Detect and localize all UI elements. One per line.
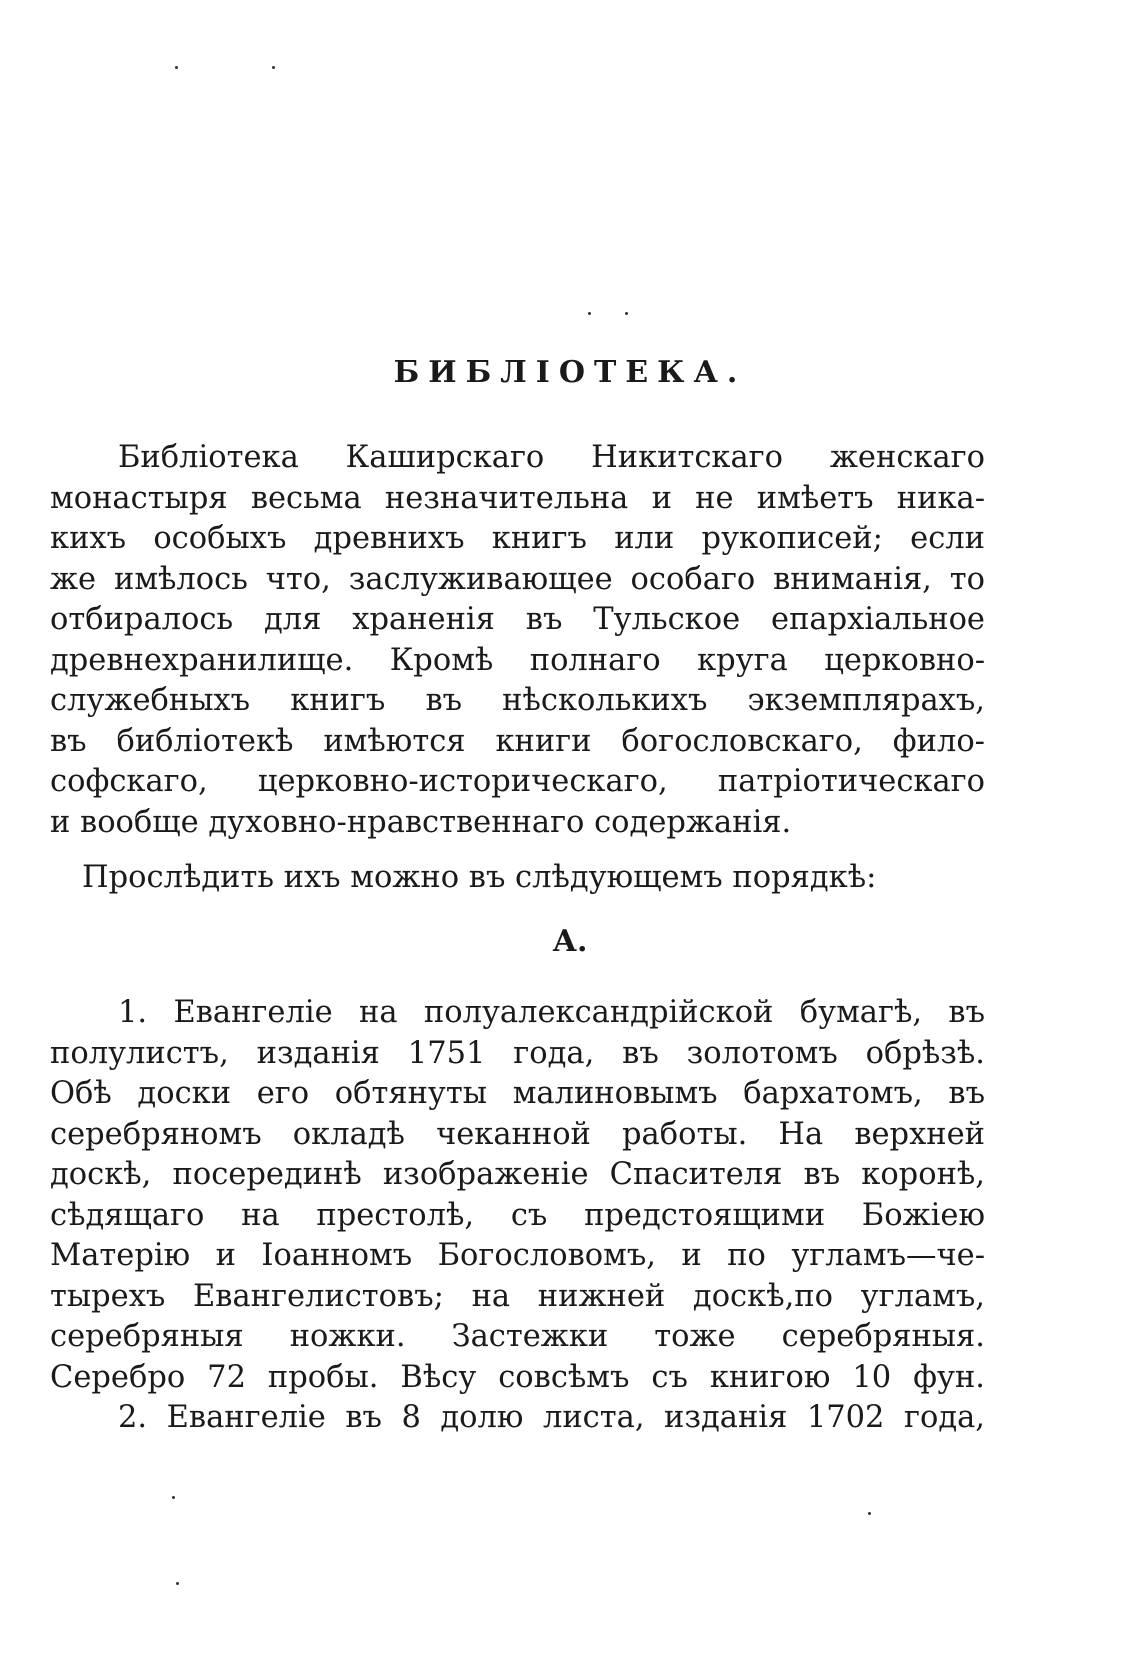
catalog-entries — [50, 993, 985, 1439]
scan-speck — [868, 1512, 871, 1515]
text-line: Библіотека Каширскаго Никитскаго женскаго — [118, 440, 985, 475]
scan-speck — [272, 66, 275, 69]
text-line: монастыря весьма незначительна и не имѣетъ ника- — [50, 480, 985, 516]
entry-line: доскѣ, посерединѣ изображеніе Спасителя въ коронѣ, — [50, 1157, 985, 1192]
entry-line: Матерію и Іоанномъ Богословомъ, и по угламъ—че- — [50, 1238, 985, 1273]
text-line: отбиралось для храненія въ Тульское епархіальное — [50, 602, 985, 637]
scan-speck — [625, 312, 628, 315]
entry-line: Обѣ доски его обтянуты малиновымъ бархатомъ, въ — [50, 1076, 985, 1111]
scan-speck — [172, 1496, 175, 1499]
text-line: же имѣлось что, заслуживающее особаго вниманія, то — [50, 561, 985, 597]
entry-line: полулистъ, изданія 1751 года, въ золотомъ обрѣзѣ. — [50, 1035, 985, 1071]
scan-speck — [175, 66, 178, 69]
page-title: БИБЛІОТЕКА. — [393, 355, 747, 390]
text-line: софскаго, церковно-историческаго, патріотическаго — [50, 764, 985, 799]
text-line: и вообще духовно-нравственнаго содержанія. — [50, 804, 792, 840]
entry-line: серебряныя ножки. Застежки тоже серебряныя. — [50, 1319, 985, 1354]
section-heading: А. — [552, 924, 588, 959]
entry-line: 1. Евангеліе на полуалександрійской бумагѣ, въ — [118, 995, 985, 1030]
entry-line: Серебро 72 пробы. Вѣсу совсѣмъ съ книгою 10 фун. — [50, 1359, 985, 1395]
intro-paragraph — [50, 438, 985, 843]
entry-line: тырехъ Евангелистовъ; на нижней доскѣ,по угламъ, — [50, 1278, 985, 1314]
text-line: древнехранилище. Кромѣ полнаго круга церковно- — [50, 642, 985, 678]
scan-speck — [176, 1582, 179, 1585]
transition-line: Прослѣдить ихъ можно въ слѣдующемъ порядкѣ: — [82, 860, 877, 895]
entry-line: 2. Евангеліе въ 8 долю листа, изданія 1702 года, — [118, 1400, 985, 1435]
text-line: кихъ особыхъ древнихъ книгъ или рукописей; если — [50, 521, 985, 556]
entry-line: серебряномъ окладѣ чеканной работы. На верхней — [50, 1116, 985, 1152]
entry-line: сѣдящаго на престолѣ, съ предстоящими Божіею — [50, 1197, 985, 1233]
scan-speck — [588, 312, 591, 315]
text-line: служебныхъ книгъ въ нѣсколькихъ экземплярахъ, — [50, 683, 985, 718]
text-line: въ библіотекѣ имѣются книги богословскаго, фило- — [50, 723, 985, 759]
